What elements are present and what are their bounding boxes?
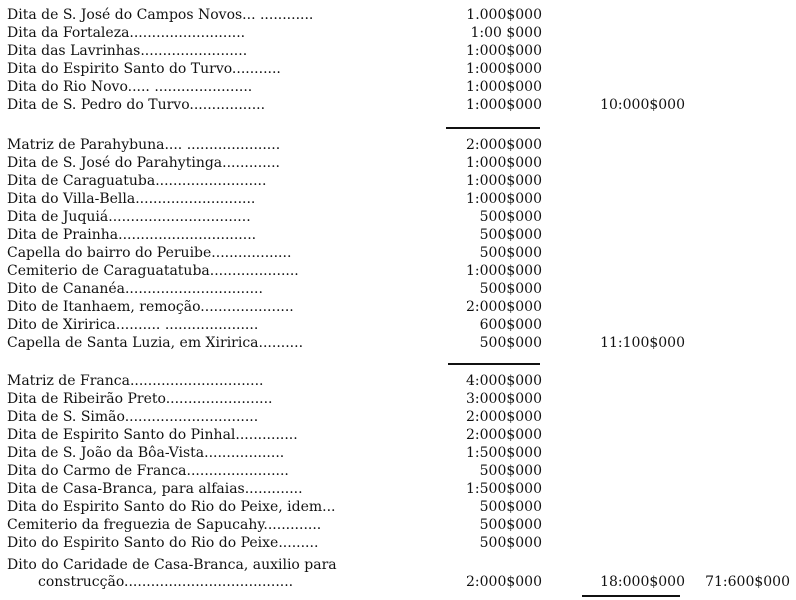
ledger-row	[0, 244, 796, 262]
ledger-row	[0, 556, 796, 574]
sum-rule	[448, 363, 540, 365]
ledger-row	[0, 390, 796, 408]
entry-label: Dita do Espirito Santo do Turvo...........	[7, 61, 281, 77]
section-subtotal: 11:100$000	[600, 335, 685, 351]
entry-label: Dita das Lavrinhas........................	[7, 43, 248, 59]
entry-label: Capella de Santa Luzia, em Xiririca..........	[7, 335, 304, 351]
entry-amount: 1:00 $000	[470, 25, 542, 41]
entry-amount: 1:000$000	[466, 97, 542, 113]
ledger-row	[0, 534, 796, 552]
entry-label: Dita da Fortaleza..........................	[7, 25, 246, 41]
entry-amount: 500$000	[479, 463, 542, 479]
entry-amount: 1:000$000	[466, 155, 542, 171]
entry-label: Dito do Espirito Santo do Rio do Peixe.........	[7, 535, 319, 551]
ledger-row	[0, 334, 796, 352]
entry-label: Matriz de Franca..............................	[7, 373, 264, 389]
entry-amount: 1:000$000	[466, 79, 542, 95]
entry-label: Dita do Rio Novo..... ......................	[7, 79, 253, 95]
entry-amount: 1.000$000	[466, 7, 542, 23]
entry-label: Dita de Juquiá................................	[7, 209, 251, 225]
entry-label: Dita do Carmo de Franca.......................	[7, 463, 289, 479]
ledger-row	[0, 208, 796, 226]
entry-label: Dito de Xiririca.......... .....................	[7, 317, 259, 333]
sum-rule	[446, 127, 540, 129]
entry-label: Dita de S. José do Parahytinga.............	[7, 155, 280, 171]
ledger-row	[0, 190, 796, 208]
entry-amount: 1:000$000	[466, 191, 542, 207]
ledger-row	[0, 78, 796, 96]
entry-amount: 500$000	[479, 335, 542, 351]
ledger-row	[0, 172, 796, 190]
entry-amount: 500$000	[479, 535, 542, 551]
entry-amount: 500$000	[479, 209, 542, 225]
entry-amount: 1:000$000	[466, 61, 542, 77]
ledger-row	[0, 480, 796, 498]
entry-amount: 500$000	[479, 245, 542, 261]
entry-label-continuation: construcção......................................	[38, 574, 294, 590]
entry-label: Dito do Caridade de Casa-Branca, auxilio para	[7, 557, 337, 573]
entry-label: Dita de Ribeirão Preto........................	[7, 391, 273, 407]
ledger-row	[0, 298, 796, 316]
ledger-row	[0, 426, 796, 444]
entry-label: Dita de Caraguatuba.........................	[7, 173, 267, 189]
entry-label: Dita de S. José do Campos Novos... ............	[7, 7, 314, 23]
entry-amount: 500$000	[479, 281, 542, 297]
entry-amount: 600$000	[479, 317, 542, 333]
ledger-row	[0, 226, 796, 244]
entry-amount: 2:000$000	[466, 137, 542, 153]
ledger-row	[0, 154, 796, 172]
entry-amount: 500$000	[479, 517, 542, 533]
ledger-row	[0, 462, 796, 480]
entry-label: Dita de Casa-Branca, para alfaias.............	[7, 481, 303, 497]
entry-amount: 1:500$000	[466, 481, 542, 497]
entry-amount: 2:000$000	[466, 299, 542, 315]
entry-amount: 4:000$000	[466, 373, 542, 389]
entry-label: Dita de S. João da Bôa-Vista..................	[7, 445, 285, 461]
entry-label: Dita de S. Pedro do Turvo.................	[7, 97, 266, 113]
entry-amount: 500$000	[479, 499, 542, 515]
ledger-row	[0, 262, 796, 280]
grand-total: 71:600$000	[705, 574, 790, 590]
entry-amount: 3:000$000	[466, 391, 542, 407]
section-subtotal: 18:000$000	[600, 574, 685, 590]
entry-amount: 1:000$000	[466, 173, 542, 189]
ledger-row	[0, 136, 796, 154]
entry-amount: 1:000$000	[466, 263, 542, 279]
ledger-row	[0, 573, 796, 591]
entry-amount: 2:000$000	[466, 574, 542, 590]
entry-label: Capella do bairro do Peruibe..................	[7, 245, 292, 261]
entry-label: Dito de Cananéa...............................	[7, 281, 263, 297]
ledger-row	[0, 280, 796, 298]
entry-amount: 500$000	[479, 227, 542, 243]
ledger-row	[0, 42, 796, 60]
section-subtotal: 10:000$000	[600, 97, 685, 113]
ledger-row	[0, 24, 796, 42]
ledger-row	[0, 372, 796, 390]
ledger-row	[0, 96, 796, 114]
entry-label: Dita de S. Simão..............................	[7, 409, 259, 425]
entry-label: Dito de Itanhaem, remoção.....................	[7, 299, 294, 315]
ledger-row	[0, 316, 796, 334]
entry-label: Dita do Villa-Bella...........................	[7, 191, 256, 207]
entry-label: Matriz de Parahybuna.... .....................	[7, 137, 281, 153]
ledger-row	[0, 444, 796, 462]
entry-label: Dita de Espirito Santo do Pinhal..............	[7, 427, 298, 443]
entry-amount: 1:000$000	[466, 43, 542, 59]
entry-amount: 1:500$000	[466, 445, 542, 461]
ledger-row	[0, 516, 796, 534]
ledger-row	[0, 408, 796, 426]
ledger-row	[0, 6, 796, 24]
ledger-row	[0, 60, 796, 78]
entry-label: Dita de Prainha...............................	[7, 227, 257, 243]
sum-rule	[582, 595, 680, 597]
entry-amount: 2:000$000	[466, 409, 542, 425]
entry-label: Cemiterio de Caraguatatuba....................	[7, 263, 299, 279]
entry-label: Cemiterio da freguezia de Sapucahy.............	[7, 517, 322, 533]
ledger-row	[0, 498, 796, 516]
entry-label: Dita do Espirito Santo do Rio do Peixe, idem...	[7, 499, 336, 515]
entry-amount: 2:000$000	[466, 427, 542, 443]
